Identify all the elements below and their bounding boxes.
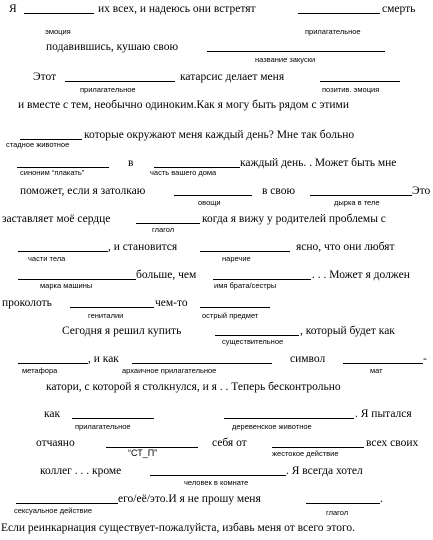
text: Если реинкарнация существует-пожалуйста, избавь меня от всего этого.	[1, 522, 356, 534]
label-sharp-object: острый предмет	[202, 311, 259, 320]
text: -	[423, 353, 427, 365]
blank-sharp-object[interactable]	[200, 296, 270, 308]
label-snack: название закуски	[255, 55, 316, 64]
text: Это	[412, 185, 431, 197]
text: катарсис делает меня	[180, 71, 285, 83]
text: , который будет как	[300, 325, 395, 337]
blank-car-brand[interactable]	[18, 268, 136, 280]
text: себя от	[212, 437, 247, 449]
label-herd-animal: стадное животное	[6, 140, 70, 149]
text: всех своих	[366, 437, 419, 449]
text: коллег . . . кроме	[40, 465, 122, 477]
blank-synonym-cry[interactable]	[17, 156, 109, 168]
label-synonym-cry: синоним “плакать”	[20, 168, 85, 177]
label-body-hole: дырка в теле	[334, 198, 380, 207]
blank-adj2[interactable]	[65, 70, 175, 82]
blank-st-p[interactable]	[106, 436, 198, 448]
blank-body-part-home[interactable]	[154, 156, 240, 168]
text: ясно, что они любят	[296, 241, 395, 253]
text: . Я пытался	[355, 408, 412, 420]
text: заставляет моё сердце	[2, 213, 111, 225]
label-emotion: эмоция	[45, 27, 71, 36]
label-body-part: части тела	[28, 254, 66, 263]
text: Сегодня я решил купить	[62, 325, 182, 337]
blank-vegetables[interactable]	[174, 184, 252, 196]
blank-verb1[interactable]	[136, 212, 200, 224]
text: когда я вижу у родителей проблемы с	[202, 213, 386, 225]
blank-metaphor[interactable]	[18, 352, 88, 364]
label-car-brand: марка машины	[40, 281, 93, 290]
label-sibling-name: имя брата/сестры	[214, 281, 277, 290]
text: его/её/это.И я не прошу меня	[118, 493, 261, 505]
blank-noun[interactable]	[215, 324, 299, 336]
blank-swear[interactable]	[343, 352, 423, 364]
text: . Я всегда хотел	[286, 465, 363, 477]
text: , и становится	[108, 241, 178, 253]
label-person-in-room: человек в комнате	[184, 478, 249, 487]
label-adj3: прилагательное	[75, 422, 131, 431]
blank-adj3[interactable]	[72, 407, 154, 419]
text: каждый день. . Может быть мне	[240, 157, 397, 169]
text: их всех, и надеюсь они встретят	[98, 3, 256, 15]
text: чем-то	[155, 297, 188, 309]
label-st-p: “СТ_П”	[128, 448, 158, 458]
text: как	[44, 408, 61, 420]
label-adverb: наречие	[222, 254, 251, 263]
text: которые окружают меня каждый день? Мне так больно	[84, 129, 355, 141]
text: символ	[290, 353, 326, 365]
label-verb2: глагол	[326, 508, 349, 517]
blank-herd-animal[interactable]	[20, 128, 82, 140]
blank-adj1[interactable]	[298, 2, 380, 14]
text: отчаяно	[36, 437, 75, 449]
text: , и как	[88, 353, 119, 365]
text: проколоть	[2, 297, 52, 309]
label-adj1: прилагательное	[305, 27, 361, 36]
label-verb1: глагол	[152, 225, 175, 234]
label-swear: мат	[370, 366, 383, 375]
text: смерть	[382, 3, 416, 15]
blank-sibling-name[interactable]	[213, 268, 311, 280]
label-farm-animal: деревенское животное	[232, 422, 312, 431]
blank-verb2[interactable]	[306, 492, 380, 504]
label-sexual-action: сексуальное действие	[14, 506, 92, 515]
blank-sexual-action[interactable]	[16, 492, 118, 504]
blank-cruel-action[interactable]	[272, 436, 364, 448]
label-archaic-adj: архаичное прилагательное	[122, 366, 217, 375]
text: и вместе с тем, необычно одиноким.Как я могу быть рядом с этими	[18, 99, 349, 111]
blank-genitals[interactable]	[70, 296, 154, 308]
blank-snack[interactable]	[207, 40, 385, 52]
blank-emotion[interactable]	[24, 2, 94, 14]
text: Этот	[33, 71, 57, 83]
label-genitals: гениталии	[88, 311, 124, 320]
text: больше, чем	[136, 269, 197, 281]
text: в	[128, 157, 134, 169]
label-cruel-action: жестокое действие	[272, 449, 339, 458]
blank-body-part[interactable]	[18, 240, 108, 252]
label-positive-emotion: позитив. эмоция	[322, 85, 380, 94]
label-body-part-home: часть вашего дома	[150, 168, 217, 177]
text: . . . Может я должен	[312, 269, 410, 281]
blank-farm-animal[interactable]	[224, 407, 354, 419]
label-noun: существительное	[222, 337, 284, 346]
label-vegetables: овощи	[198, 198, 221, 207]
blank-archaic-adj[interactable]	[132, 352, 272, 364]
text: катори, с которой я столкнулся, и я . . Теперь бесконтрольно	[46, 381, 341, 393]
text: Я	[9, 3, 17, 15]
label-metaphor: метафора	[22, 366, 58, 375]
text: поможет, если я затолкаю	[20, 185, 146, 197]
blank-body-hole[interactable]	[310, 184, 412, 196]
blank-positive-emotion[interactable]	[320, 70, 400, 82]
blank-person-in-room[interactable]	[150, 464, 286, 476]
text: в свою	[262, 185, 296, 197]
label-adj2: прилагательное	[80, 85, 136, 94]
text: .	[380, 493, 383, 505]
blank-adverb[interactable]	[200, 240, 290, 252]
text: подавившись, кушаю свою	[46, 41, 179, 53]
